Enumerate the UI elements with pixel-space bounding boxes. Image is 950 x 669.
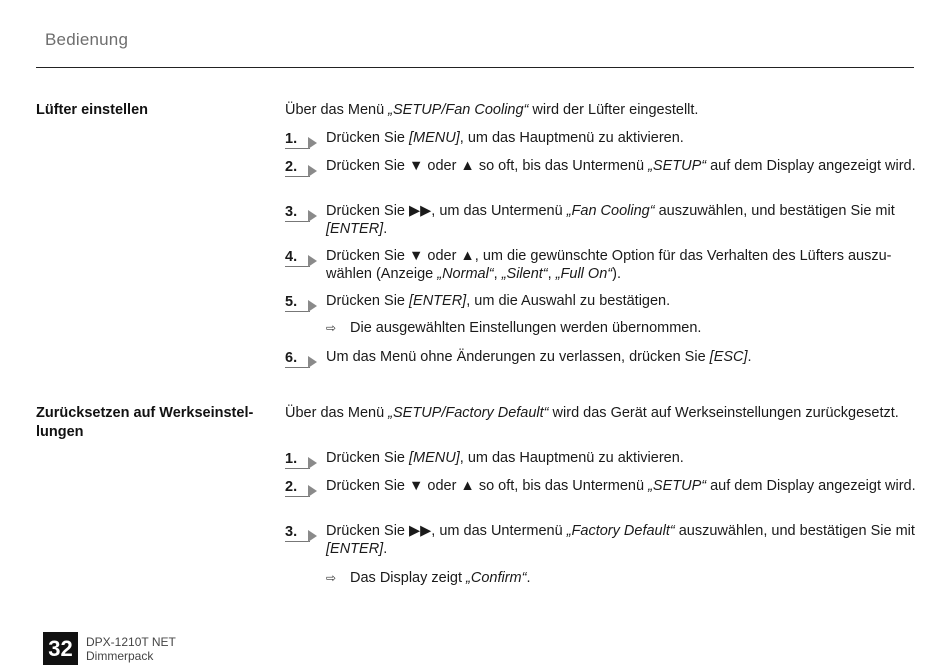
- step-number: 3.: [285, 523, 315, 542]
- result-arrow-icon: ⇨: [326, 321, 337, 335]
- header-rule: [36, 67, 914, 68]
- intro-text: Über das Menü: [285, 102, 389, 118]
- step-arrow-icon: [308, 300, 317, 312]
- intro-menu-path: „SETUP/Factory Default“: [388, 405, 549, 421]
- step-result: ⇨ Das Display zeigt „Confirm“.: [326, 570, 531, 586]
- intro-text: wird das Gerät auf Werkseinstellungen zurückgesetzt.: [548, 405, 899, 421]
- step-number: 1.: [285, 450, 315, 469]
- step-text: Drücken Sie ▶▶, um das Untermenü „Fan Cooling“ auszuwählen, und bestätigen Sie mit [ENTER].: [326, 203, 895, 237]
- intro-menu-path: „SETUP/Fan Cooling“: [388, 102, 529, 118]
- result-display-text: „Confirm“: [466, 570, 527, 586]
- step-result: [326, 319, 916, 338]
- step-text: Drücken Sie ▼ oder ▲ so oft, bis das Untermenü „SETUP“ auf dem Display angezeigt wird.: [326, 158, 916, 174]
- step-text: Drücken Sie ▶▶, um das Untermenü „Factory Default“ auszuwählen, und bestätigen Sie mit [ENTER].: [326, 523, 915, 557]
- step-number: 5.: [285, 293, 315, 312]
- step-arrow-icon: [308, 165, 317, 177]
- step-number: 1.: [285, 130, 315, 149]
- step-arrow-icon: [308, 137, 317, 149]
- step-arrow-icon: [308, 485, 317, 497]
- step-number: 2.: [285, 158, 315, 177]
- footer-model: DPX-1210T NET: [86, 635, 176, 649]
- step-text: Drücken Sie [MENU], um das Hauptmenü zu aktivieren.: [326, 450, 684, 466]
- section-title-fan: Lüfter einstellen: [36, 102, 148, 118]
- intro-text: wird der Lüfter eingestellt.: [528, 102, 699, 118]
- step-arrow-icon: [308, 457, 317, 469]
- step-arrow-icon: [308, 210, 317, 222]
- section-intro-factory-reset: [285, 404, 915, 423]
- step-text: Drücken Sie [MENU], um das Hauptmenü zu aktivieren.: [326, 130, 684, 146]
- step-arrow-icon: [308, 255, 317, 267]
- step-arrow-icon: [308, 356, 317, 368]
- footer-product: Dimmerpack: [86, 649, 154, 663]
- step-number: 2.: [285, 478, 315, 497]
- step-number: 3.: [285, 203, 315, 222]
- step-text: Drücken Sie ▼ oder ▲, um die gewünschte Option für das Verhalten des Lüfters auszuwählen (Anzeige „Normal“, „Silent“, „Full On“).: [326, 248, 892, 282]
- step-number: 4.: [285, 248, 315, 267]
- page-number: 32: [43, 632, 78, 665]
- step-text: Drücken Sie [ENTER], um die Auswahl zu bestätigen.: [326, 293, 671, 309]
- step-arrow-icon: [308, 530, 317, 542]
- intro-text: Über das Menü: [285, 405, 389, 421]
- step-text: Um das Menü ohne Änderungen zu verlassen, drücken Sie [ESC].: [326, 349, 752, 365]
- step-number: 6.: [285, 349, 315, 368]
- section-title-factory-reset: Zurücksetzen auf Werkseinstellungen: [36, 405, 254, 440]
- page-header-title: Bedienung: [45, 30, 129, 49]
- section-intro-fan: [285, 101, 915, 120]
- step-text: Drücken Sie ▼ oder ▲ so oft, bis das Untermenü „SETUP“ auf dem Display angezeigt wird.: [326, 478, 916, 494]
- result-arrow-icon: ⇨: [326, 571, 337, 585]
- result-text: Die ausgewählten Einstellungen werden übernommen.: [350, 320, 702, 336]
- result-text: Das Display zeigt: [350, 570, 467, 586]
